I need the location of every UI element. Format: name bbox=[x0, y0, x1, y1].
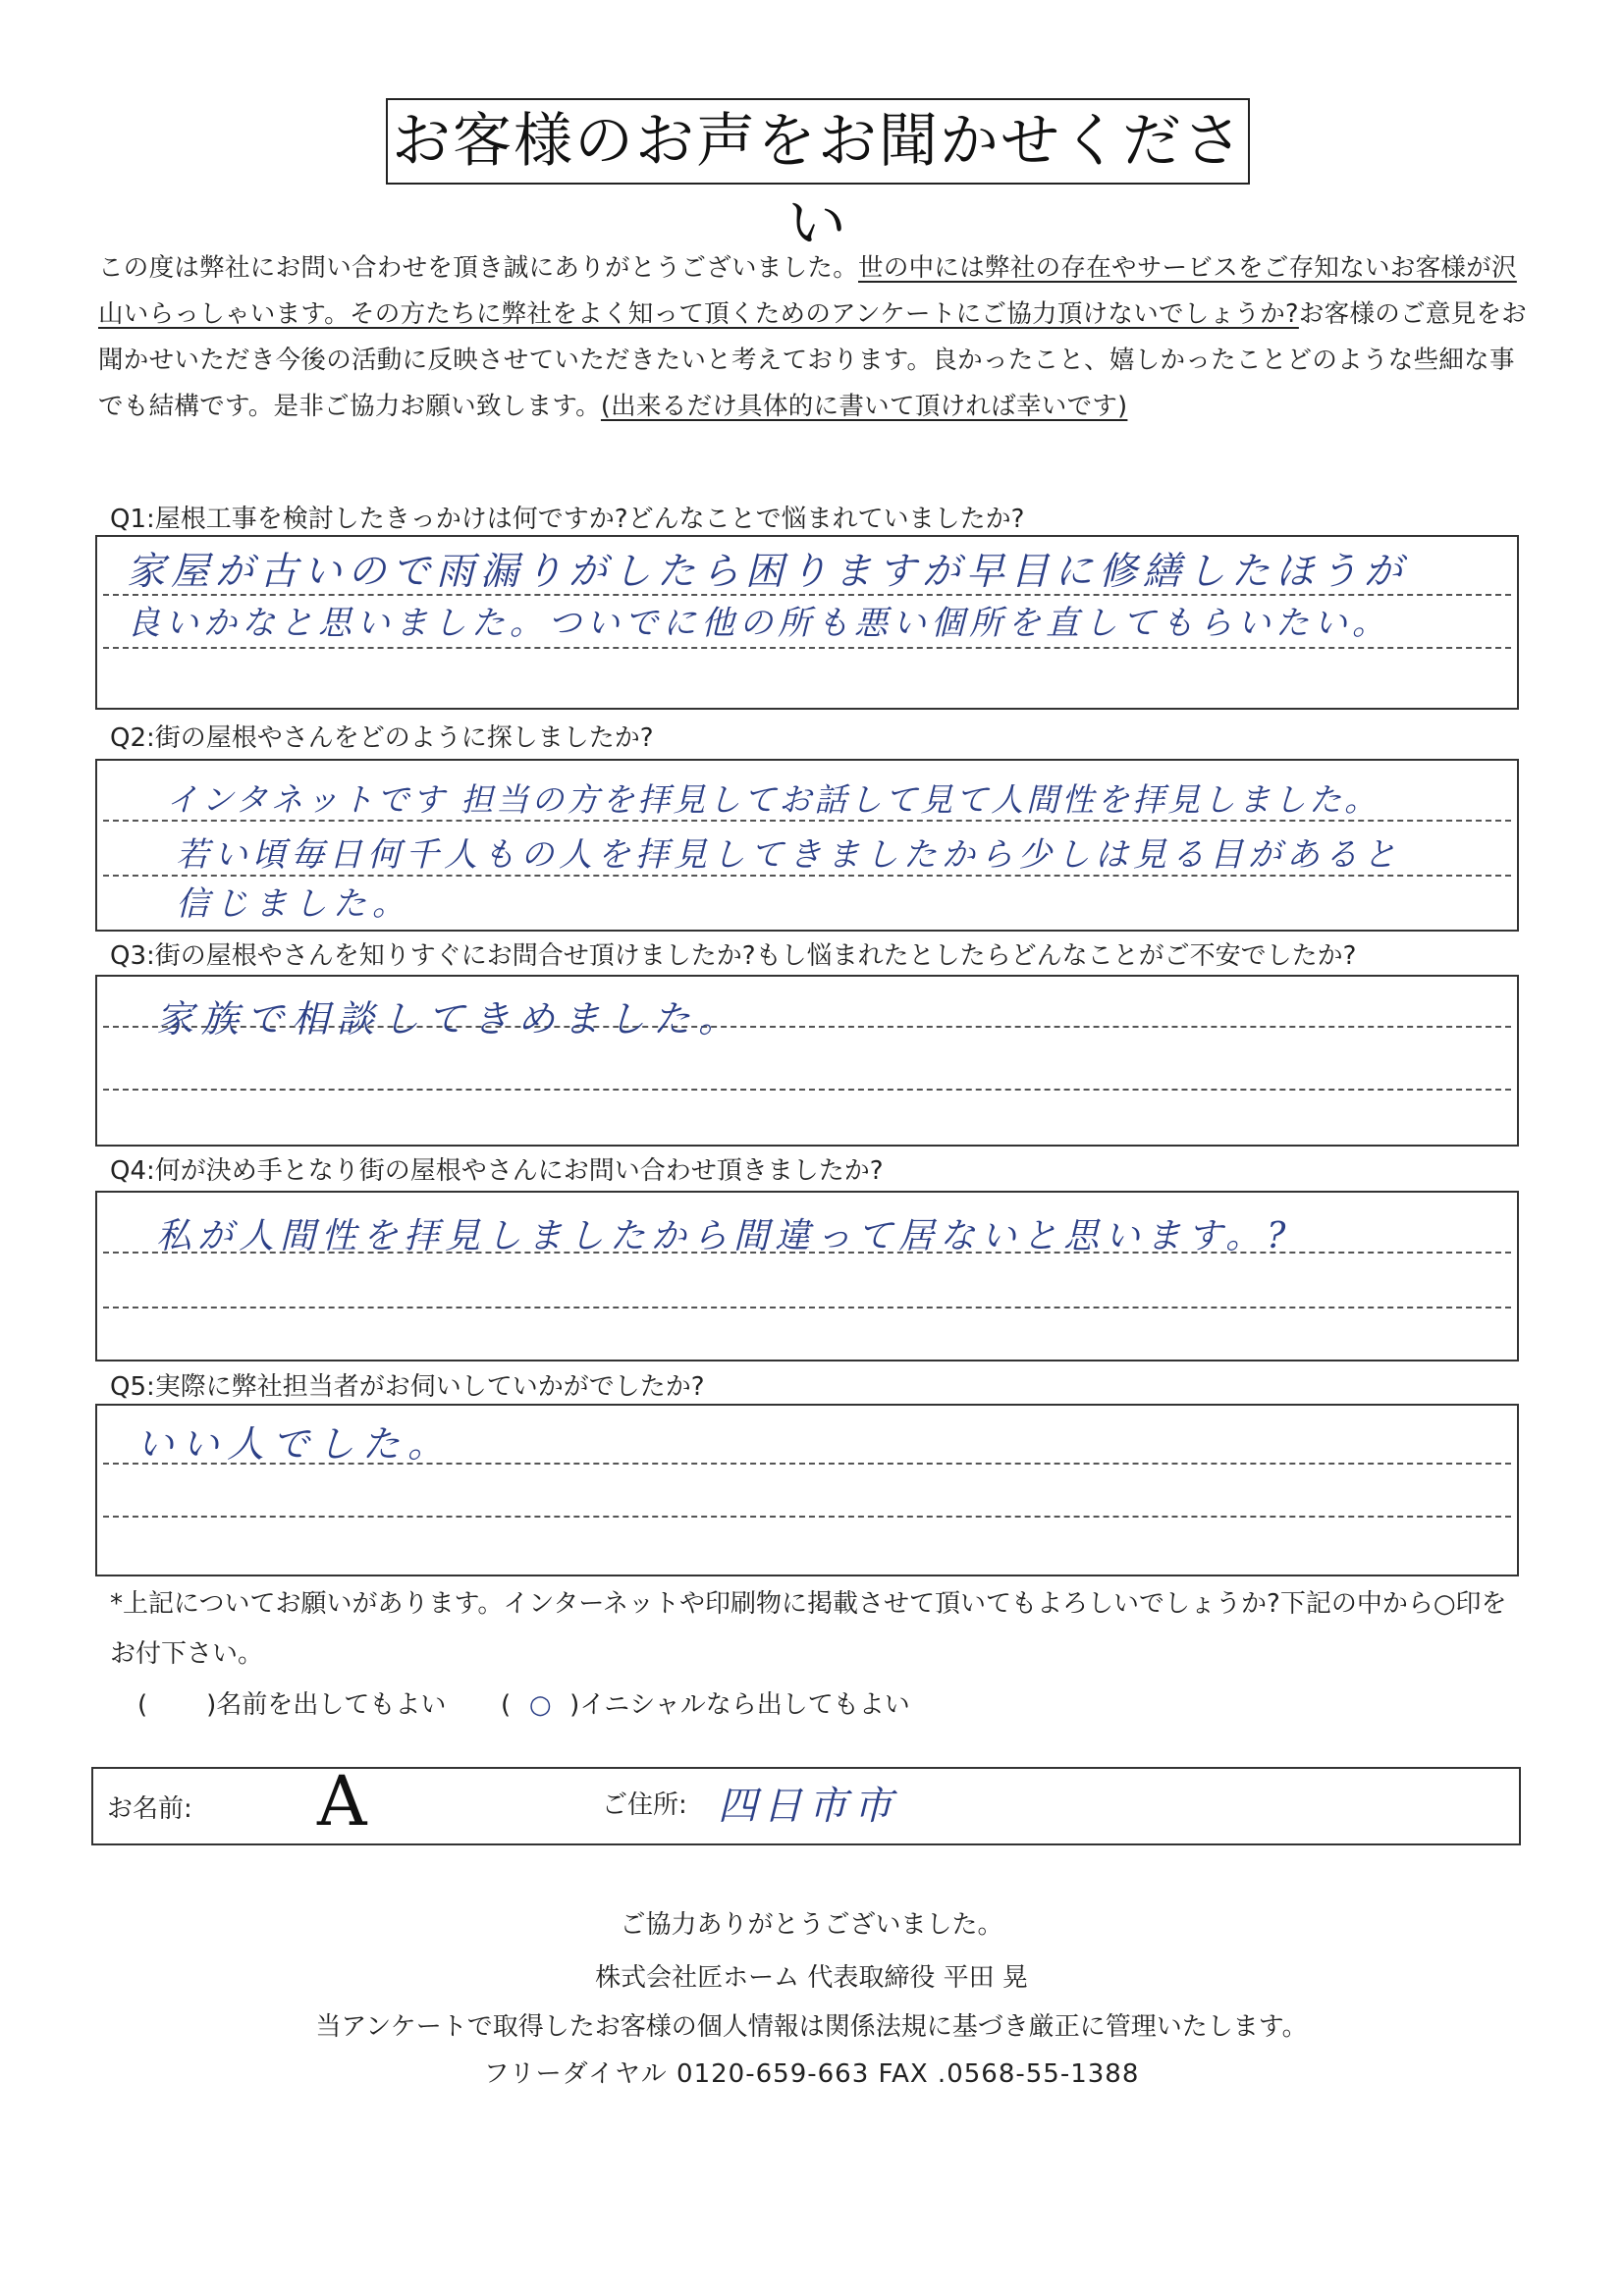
address-value: 四日市市 bbox=[718, 1784, 898, 1829]
q3-label: Q3:街の屋根やさんを知りすぐにお問合せ頂けましたか?もし悩まれたとしたらどんなことがご不安でしたか? bbox=[110, 941, 1357, 971]
intro-underlined-1: 世の中には弊社の存在やサービスをご存知ないお客様が沢山いらっしゃいます。その方たちに弊社をよく知って頂くためのアンケートにご協力頂けないでしょうか? bbox=[98, 253, 1517, 329]
consent-line-2: お付下さい。 bbox=[110, 1639, 264, 1669]
intro-text-1: この度は弊社にお問い合わせを頂き誠にありがとうございました。 bbox=[98, 253, 859, 283]
footer-contact: フリーダイヤル 0120-659-663 FAX .0568-55-1388 bbox=[483, 2059, 1140, 2089]
q3-answer-line-1: 家族で相談してきめました。 bbox=[156, 997, 744, 1041]
consent-option-initial[interactable] bbox=[501, 1684, 910, 1721]
intro-paragraph bbox=[98, 245, 1532, 430]
option-name-label: 名前を出してもよい bbox=[216, 1690, 447, 1720]
q2-answer-box bbox=[95, 759, 1519, 932]
q2-answer-line-3: 信じました。 bbox=[176, 884, 411, 924]
option-initial-bracket-open: ( bbox=[501, 1690, 512, 1720]
footer-privacy: 当アンケートで取得したお客様の個人情報は関係法規に基づき厳正に管理いたします。 bbox=[315, 2012, 1308, 2042]
option-name-bracket-close: ) bbox=[206, 1690, 217, 1720]
q1-label: Q1:屋根工事を検討したきっかけは何ですか?どんなことで悩まれていましたか? bbox=[110, 505, 1025, 534]
customer-info-box bbox=[91, 1761, 1521, 1845]
name-label: お名前: bbox=[107, 1794, 192, 1824]
q4-answer-box bbox=[95, 1191, 1519, 1362]
q1-answer-line-1: 家屋が古いので雨漏りがしたら困りますが早目に修繕したほうが bbox=[127, 550, 1409, 594]
q5-answer-line-1: いい人でした。 bbox=[136, 1422, 454, 1466]
footer-company: 株式会社匠ホーム 代表取締役 平田 晃 bbox=[595, 1963, 1028, 1993]
q4-label: Q4:何が決め手となり街の屋根やさんにお問い合わせ頂きましたか? bbox=[110, 1156, 884, 1186]
option-name-bracket-open: ( bbox=[137, 1690, 148, 1720]
q1-answer-line-2: 良いかなと思いました。ついでに他の所も悪い個所を直してもらいたい。 bbox=[127, 604, 1390, 643]
q4-answer-line-1: 私が人間性を拝見しましたから間違って居ないと思います。? bbox=[156, 1216, 1292, 1256]
q2-label: Q2:街の屋根やさんをどのように探しましたか? bbox=[110, 723, 654, 753]
address-label: ご住所: bbox=[602, 1790, 687, 1820]
q2-answer-line-1: インタネットです 担当の方を拝見してお話して見て人間性を拝見しました。 bbox=[166, 780, 1380, 819]
page-title: お客様のお声をお聞かせください bbox=[386, 98, 1250, 185]
q3-answer-box bbox=[95, 975, 1519, 1147]
q1-answer-box bbox=[95, 535, 1519, 710]
option-initial-label: イニシャルなら出してもよい bbox=[579, 1690, 910, 1720]
q2-answer-line-2: 若い頃毎日何千人もの人を拝見してきましたから少しは見る目があると bbox=[176, 835, 1401, 875]
intro-text-2: お客様のご意見をお聞かせいただき今後の活動に反映させていただきたいと考えております。良かったこと、嬉しかったことどのような些細な事でも結構です。是非ご協力お願い致します。 bbox=[98, 299, 1528, 421]
q5-label: Q5:実際に弊社担当者がお伺いしていかがでしたか? bbox=[110, 1372, 705, 1402]
q5-answer-box bbox=[95, 1404, 1519, 1576]
name-value: A bbox=[317, 1761, 367, 1842]
consent-line-1: *上記についてお願いがあります。インターネットや印刷物に掲載させて頂いてもよろしいでしょうか?下記の中から○印を bbox=[110, 1589, 1507, 1619]
option-initial-circle-mark: ○ bbox=[528, 1690, 552, 1720]
footer-thanks: ご協力ありがとうございました。 bbox=[620, 1910, 1003, 1940]
intro-underlined-2: (出来るだけ具体的に書いて頂ければ幸いです) bbox=[600, 392, 1128, 421]
option-initial-bracket-close: ) bbox=[569, 1690, 580, 1720]
consent-option-name[interactable] bbox=[137, 1684, 446, 1721]
